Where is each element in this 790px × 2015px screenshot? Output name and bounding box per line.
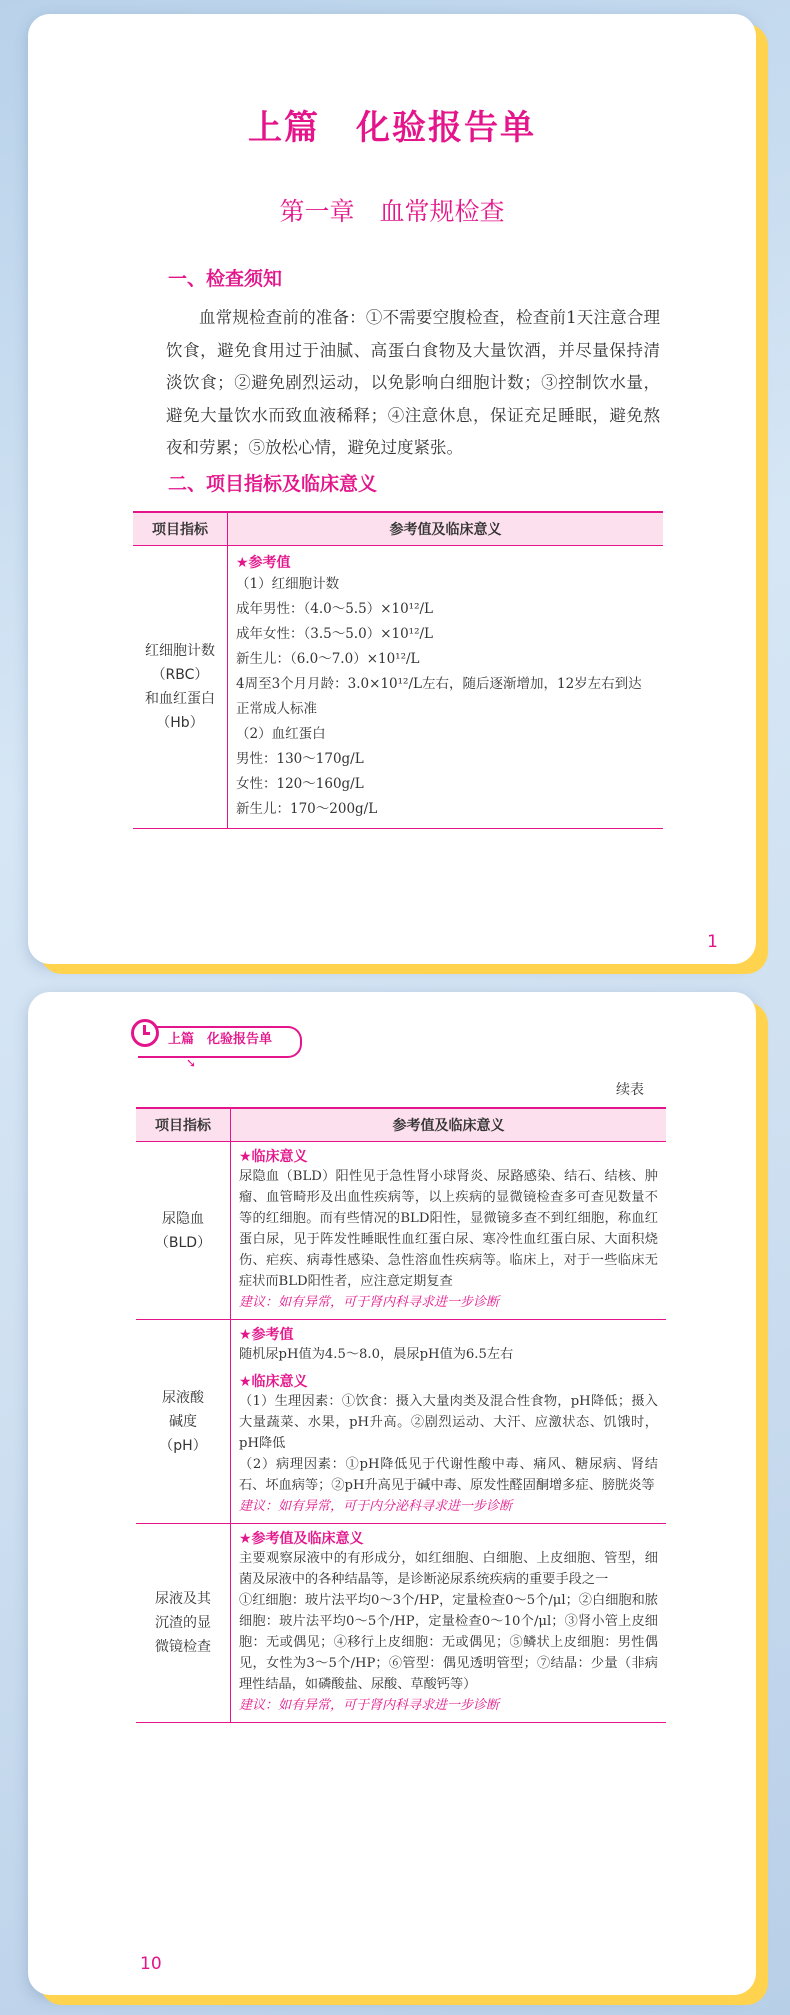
advice-text: 建议：如有异常，可于肾内科寻求进一步诊断 [239,1698,500,1713]
table-header-indicator: 项目指标 [133,512,228,546]
section-heading-2: 二、项目指标及临床意义 [168,473,378,495]
row-label [133,546,228,829]
continued-label: 续表 [616,1082,644,1098]
row-label [136,1320,231,1524]
content-line: 成年女性：（3.5～5.0）×10¹²/L [236,626,434,642]
table-header-row [136,1108,666,1142]
row-label-line: 和血红蛋白 [145,691,215,707]
row-label-line: （BLD） [154,1234,212,1251]
page-2 [28,992,756,1995]
row-label-line: （Hb） [156,715,204,731]
table-header-row [133,512,663,546]
row-label-line: 沉渣的显 [155,1615,211,1631]
clinical-star-heading: ★临床意义 [239,1374,308,1390]
book-title: 上篇 化验报告单 [248,108,536,148]
content-line: （2）血红蛋白 [236,726,326,742]
running-header: 上篇 化验报告单 [168,1032,273,1047]
clinical-star-heading: ★临床意义 [239,1149,308,1165]
row-label-line: 红细胞计数 [145,643,215,659]
table-row [133,546,663,829]
chapter-title: 第一章 血常规检查 [279,197,505,226]
content-line: 新生儿：170～200g/L [236,801,378,817]
table-row [136,1142,666,1320]
content-line: 男性：130～170g/L [236,751,364,767]
arrow-down-icon: ➘ [186,1056,197,1070]
content-line: （1）红细胞计数 [236,576,340,592]
advice-text: 建议：如有异常，可于肾内科寻求进一步诊断 [239,1295,500,1310]
table-row [136,1524,666,1723]
content-text: 尿隐血（BLD）阳性见于急性肾小球肾炎、尿路感染、结石、结核、肿瘤、血管畸形及出血性疾病等，以上疾病的显微镜检查多可查见数量不等的红细胞。而有些情况的BLD阳性，显微镜多查不到红细胞，称血红蛋白尿，见于阵发性睡眠性血红蛋白尿、寒冷性血红蛋白尿、大面积烧伤、疟疾、病毒性感染、急性溶血性疾病等。临床上，对于一些临床无症状而BLD阳性者，应注意定期复查 [239,1169,658,1289]
row-content [231,1320,667,1524]
table-header-reference: 参考值及临床意义 [231,1108,667,1142]
content-line: 新生儿：（6.0～7.0）×10¹²/L [236,651,420,667]
reference-star-heading: ★参考值 [236,555,291,571]
page-number: 10 [140,1954,162,1974]
row-label-line: 尿液及其 [155,1591,211,1607]
row-label-line: 微镜检查 [155,1639,211,1655]
content-text: （2）病理因素：①pH降低见于代谢性酸中毒、痛风、糖尿病、肾结石、坏血病等；②pH升高见于碱中毒、原发性醛固酮增多症、膀胱炎等 [239,1457,658,1493]
section-heading-1: 一、检查须知 [168,268,283,290]
content-text: （1）生理因素：①饮食：摄入大量肉类及混合性食物，pH降低；摄入大量蔬菜、水果，pH升高。②剧烈运动、大汗、应激状态、饥饿时，pH降低 [239,1394,658,1451]
advice-text: 建议：如有异常，可于内分泌科寻求进一步诊断 [239,1499,513,1514]
table-header-indicator: 项目指标 [136,1108,231,1142]
indicator-table [133,511,663,829]
page-number: 1 [707,932,718,952]
content-line: 4周至3个月月龄：3.0×10¹²/L左右，随后逐渐增加，12岁左右到达正常成人标准 [236,676,642,717]
content-text: ①红细胞：玻片法平均0～3个/HP，定量检查0～5个/μl；②白细胞和脓细胞：玻片法平均0～5个/HP，定量检查0～10个/μl；③肾小管上皮细胞：无或偶见；④移行上皮细胞：无或偶见；⑤鳞状上皮细胞：男性偶见，女性为3～5个/HP；⑥管型：偶见透明管型；⑦结晶：少量（非病理性结晶，如磷酸盐、尿酸、草酸钙等） [239,1593,658,1692]
row-content [231,1524,667,1723]
page-1 [28,14,756,964]
content-line: 女性：120～160g/L [236,776,364,792]
row-label-line: （pH） [159,1437,207,1454]
row-label [136,1524,231,1723]
row-label [136,1142,231,1320]
instructions-paragraph: 血常规检查前的准备：①不需要空腹检查，检查前1天注意合理饮食，避免食用过于油腻、高蛋白食物及大量饮酒，并尽量保持清淡饮食；②避免剧烈运动，以免影响白细胞计数；③控制饮水量，避免大量饮水而致血液稀释；④注意休息，保证充足睡眠，避免熬夜和劳累；⑤放松心情，避免过度紧张。 [166,308,660,457]
row-label-line: 尿隐血 [162,1210,204,1227]
table-row [136,1320,666,1524]
row-content [231,1142,667,1320]
content-line: 成年男性：（4.0～5.5）×10¹²/L [236,601,434,617]
clock-icon [131,1019,159,1047]
indicator-table-continued [136,1107,666,1723]
row-content [228,546,664,829]
table-header-reference: 参考值及临床意义 [228,512,664,546]
row-label-line: （RBC） [151,667,209,683]
reference-clinical-star-heading: ★参考值及临床意义 [239,1531,364,1547]
content-text: 随机尿pH值为4.5～8.0，晨尿pH值为6.5左右 [239,1347,514,1362]
reference-star-heading: ★参考值 [239,1327,294,1343]
content-text: 主要观察尿液中的有形成分，如红细胞、白细胞、上皮细胞、管型，细菌及尿液中的各种结晶等，是诊断泌尿系统疾病的重要手段之一 [239,1551,658,1587]
row-label-line: 尿液酸 [162,1389,204,1406]
row-label-line: 碱度 [169,1413,197,1430]
